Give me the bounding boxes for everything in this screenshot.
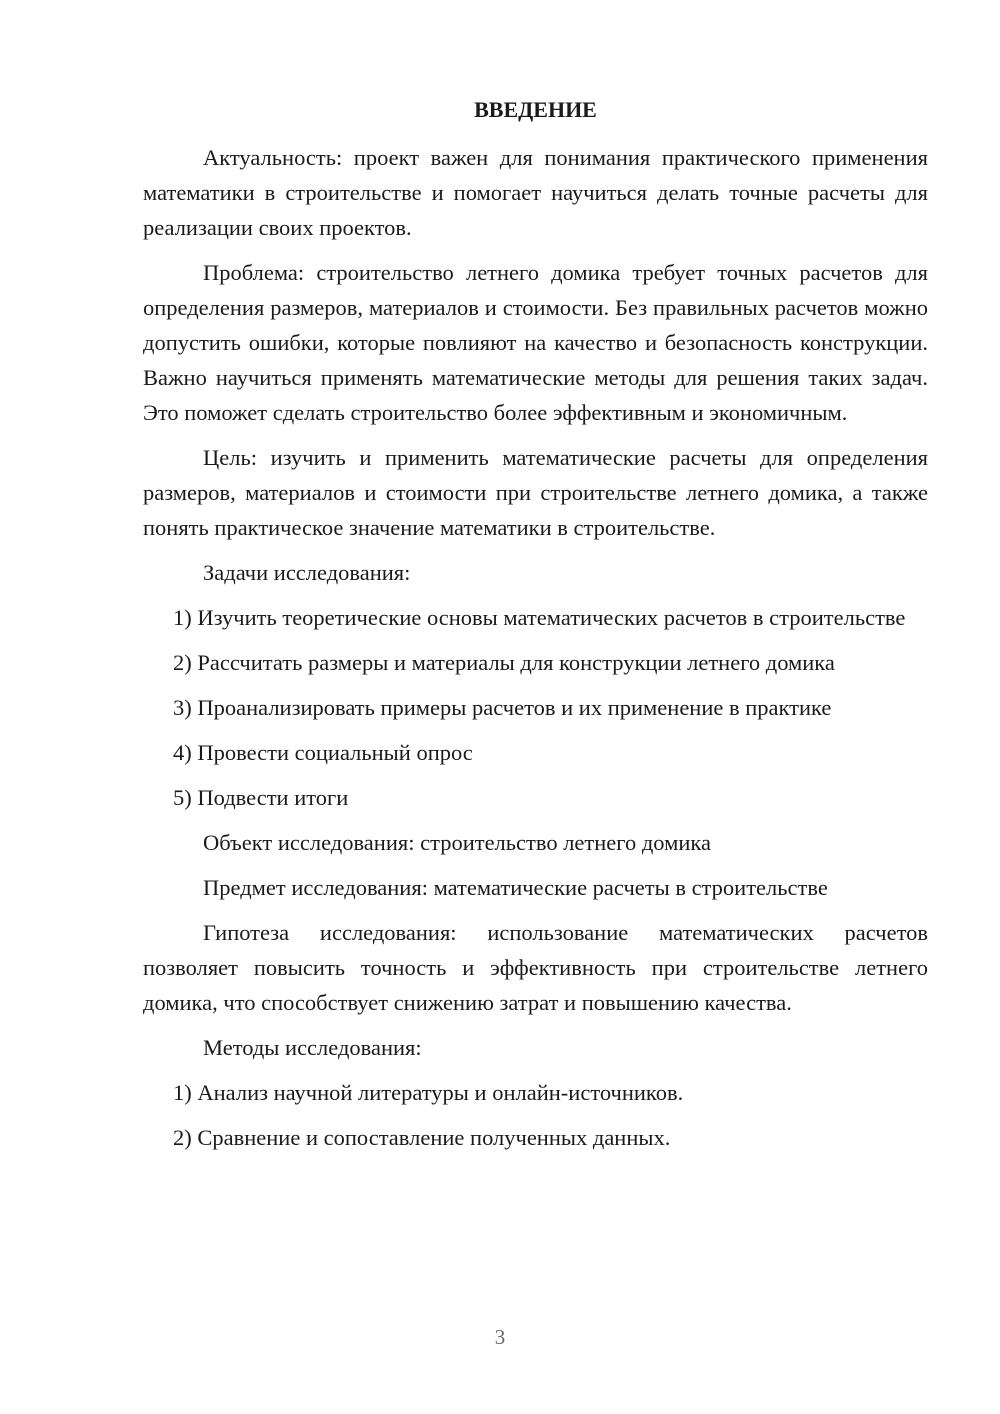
method-item-1: 1) Анализ научной литературы и онлайн-источников.: [173, 1080, 684, 1105]
page-title: ВВЕДЕНИЕ: [474, 97, 597, 122]
paragraph-relevance: Актуальность: проект важен для понимания практического применения математики в строительстве и помогает научиться делать точные расчеты для реализации своих проектов.: [143, 145, 928, 240]
task-item-3: 3) Проанализировать примеры расчетов и их применение в практике: [173, 695, 832, 720]
methods-heading: Методы исследования:: [203, 1035, 422, 1060]
task-item-2: 2) Рассчитать размеры и материалы для конструкции летнего домика: [173, 650, 835, 675]
paragraph-problem: Проблема: строительство летнего домика требует точных расчетов для определения размеров, материалов и стоимости. Без правильных расчетов можно допустить ошибки, которые повлияют на качество и безопасность конструкции. Важно научиться применять математические методы для решения таких задач. Это поможет сделать строительство более эффективным и экономичным.: [143, 260, 928, 425]
method-item-2: 2) Сравнение и сопоставление полученных данных.: [173, 1125, 671, 1150]
task-item-5: 5) Подвести итоги: [173, 785, 349, 810]
task-item-1: 1) Изучить теоретические основы математических расчетов в строительстве: [173, 605, 906, 630]
paragraph-goal: Цель: изучить и применить математические расчеты для определения размеров, материалов и стоимости при строительстве летнего домика, а также понять практическое значение математики в строительстве.: [143, 445, 928, 540]
research-subject: Предмет исследования: математические расчеты в строительстве: [203, 875, 828, 900]
research-object: Объект исследования: строительство летнего домика: [203, 830, 711, 855]
page-number: 3: [494, 1325, 506, 1349]
task-item-4: 4) Провести социальный опрос: [173, 740, 473, 765]
document-page: [143, 90, 928, 1165]
paragraph-hypothesis: Гипотеза исследования: использование математических расчетов позволяет повысить точность и эффективность при строительстве летнего домика, что способствует снижению затрат и повышению качества.: [143, 920, 928, 1015]
tasks-heading: Задачи исследования:: [203, 560, 411, 585]
